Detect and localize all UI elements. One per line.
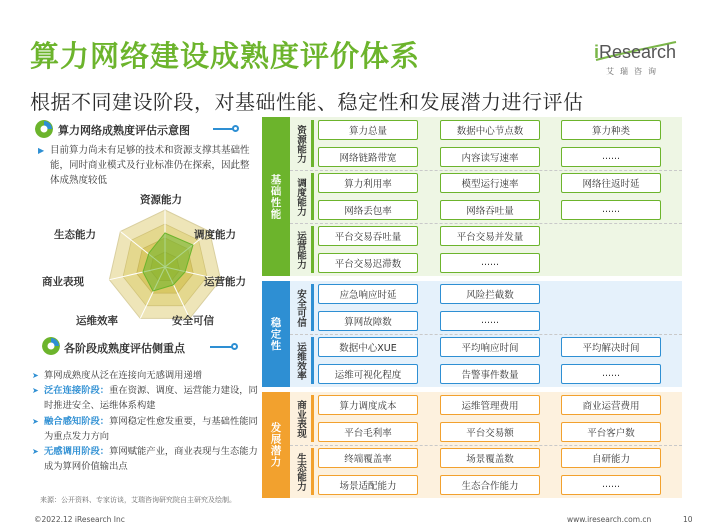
metric-cell: 场景适配能力 (318, 475, 418, 495)
heading-line (213, 128, 233, 130)
metric-cell: 平台交易迟滞数 (318, 253, 418, 273)
subcategory-divider (290, 445, 682, 446)
subcategory-bar (311, 284, 314, 331)
radar-label-top: 资源能力 (140, 194, 182, 206)
metric-cell: 告警事件数量 (440, 364, 540, 384)
radar-label-upper-left: 生态能力 (54, 229, 96, 241)
metric-cell: 网络丢包率 (318, 200, 418, 220)
intro-text: ▶ 目前算力尚未有足够的技术和资源支撑其基础性能，同时商业模式及行业标准仍在探索，因此整体成熟度较低 (38, 145, 250, 186)
page-title: 算力网络建设成熟度评价体系 (30, 39, 421, 73)
heading-dot (231, 343, 238, 350)
category-label: 稳定性 (262, 281, 290, 387)
arrow-bullet-icon: ➤ (32, 447, 39, 457)
subcategory-label: 商业表现 (295, 399, 306, 438)
subcategory-bar (311, 395, 314, 442)
heading-dot (232, 125, 239, 132)
metric-cell: 网络往返时延 (561, 173, 661, 193)
metric-cell: ...... (440, 253, 540, 273)
subcategory-divider (290, 334, 682, 335)
subcategory-label: 调度能力 (295, 177, 306, 216)
radar-label-lower-left: 运维效率 (76, 315, 118, 327)
radar-label-right: 运营能力 (204, 276, 246, 288)
metric-cell: ...... (561, 147, 661, 167)
metric-cell: 内容读写速率 (440, 147, 540, 167)
page-number: 10 (683, 515, 693, 524)
arrow-bullet-icon: ➤ (32, 416, 39, 426)
pie-chart-icon (35, 120, 53, 138)
logo-wordmark: iResearch (594, 42, 677, 62)
metric-cell: 自研能力 (561, 448, 661, 468)
logo-subtitle: 艾瑞咨询 (606, 67, 662, 76)
metric-cell: ...... (440, 311, 540, 331)
metric-cell: 运维管理费用 (440, 395, 540, 415)
radar-heading: 算力网络成熟度评估示意图 (58, 124, 190, 137)
metric-cell: ...... (561, 200, 661, 220)
metric-cell: 平台交易吞吐量 (318, 226, 418, 246)
iresearch-logo (588, 40, 678, 80)
metric-cell: 终端覆盖率 (318, 448, 418, 468)
metric-cell: 网络吞吐量 (440, 200, 540, 220)
metric-cell: 运维可视化程度 (318, 364, 418, 384)
stage-item: ➤ 融合感知阶段：算网稳定性愈发重要，与基础性能同为重点发力方向 (32, 415, 258, 442)
page-subtitle: 根据不同建设阶段，对基础性能、稳定性和发展潜力进行评估 (30, 90, 584, 114)
subcategory-label: 资源能力 (295, 124, 306, 163)
arrow-bullet-icon: ➤ (32, 386, 39, 396)
metric-cell: 平台毛利率 (318, 422, 418, 442)
metric-cell: ...... (561, 475, 661, 495)
metric-cell: 生态合作能力 (440, 475, 540, 495)
metric-cell: 平均响应时间 (440, 337, 540, 357)
copyright: ©2022.12 iResearch Inc (34, 515, 125, 524)
arrow-bullet-icon: ➤ (32, 371, 39, 380)
subcategory-bar (311, 173, 314, 220)
radar-label-left: 商业表现 (42, 276, 84, 288)
metric-cell: 平台交易并发量 (440, 226, 540, 246)
stage-item: ➤ 无感调用阶段：算网赋能产业，商业表现与生态能力成为算网价值输出点 (32, 446, 258, 473)
category-label: 基础性能 (262, 117, 290, 276)
metric-cell: 平台交易额 (440, 422, 540, 442)
metric-cell: 算力利用率 (318, 173, 418, 193)
subcategory-label: 运营能力 (295, 230, 306, 269)
metric-cell: 平均解决时间 (561, 337, 661, 357)
subcategory-bar (311, 448, 314, 495)
metric-cell: 算力总量 (318, 120, 418, 140)
metric-cell: 算力调度成本 (318, 395, 418, 415)
stage-item: ➤ 泛在连接阶段：重在资源、调度、运营能力建设，同时推进安全、运维体系构建 (32, 385, 258, 412)
subcategory-bar (311, 226, 314, 273)
stage-heading: 各阶段成熟度评估侧重点 (64, 342, 185, 355)
metric-cell: 风险拦截数 (440, 284, 540, 304)
subcategory-label: 生态能力 (295, 452, 306, 491)
metric-cell: ...... (561, 364, 661, 384)
subcategory-label: 安全可信 (295, 288, 306, 327)
heading-line (210, 346, 232, 348)
stage-item: ➤ 算网成熟度从泛在连接向无感调用递增 (44, 368, 259, 383)
metric-cell: 网络链路带宽 (318, 147, 418, 167)
metric-cell: 商业运营费用 (561, 395, 661, 415)
subcategory-label: 运维效率 (295, 341, 306, 380)
metric-cell: 数据中心节点数 (440, 120, 540, 140)
metric-cell: 应急响应时延 (318, 284, 418, 304)
metric-cell: 模型运行速率 (440, 173, 540, 193)
subcategory-divider (290, 170, 682, 171)
metric-cell: 平台客户数 (561, 422, 661, 442)
metric-cell: 算力种类 (561, 120, 661, 140)
metric-cell: 算网故障数 (318, 311, 418, 331)
metric-cell: 场景覆盖数 (440, 448, 540, 468)
category-label: 发展潜力 (262, 392, 290, 498)
source-note: 来源：公开资料、专家访谈，艾瑞咨询研究院自主研究及绘制。 (40, 496, 236, 504)
pie-chart-icon (42, 337, 60, 355)
radar-chart (100, 205, 230, 330)
subcategory-bar (311, 337, 314, 384)
metric-cell: 数据中心XUE (318, 337, 418, 357)
subcategory-divider (290, 223, 682, 224)
footer-url: www.iresearch.com.cn (567, 515, 652, 524)
triangle-bullet-icon: ▶ (38, 146, 45, 155)
subcategory-bar (311, 120, 314, 167)
radar-label-lower-right: 安全可信 (172, 315, 214, 327)
radar-label-upper-right: 调度能力 (194, 229, 236, 241)
stage-list (32, 368, 259, 474)
